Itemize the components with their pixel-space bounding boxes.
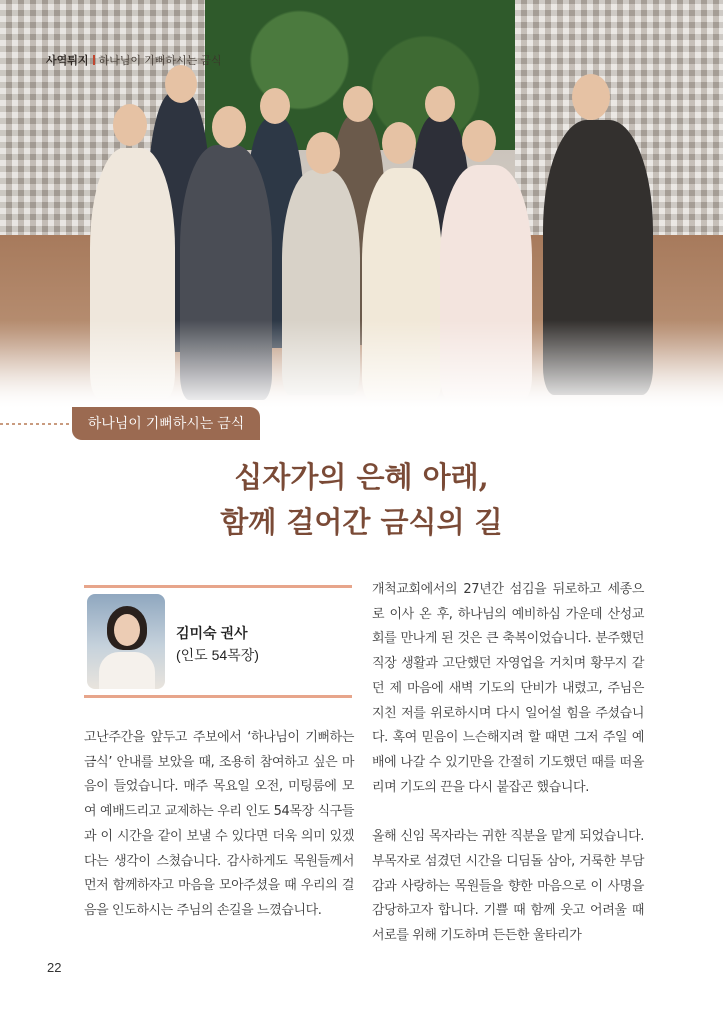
person-head — [382, 122, 416, 164]
photo-fade — [0, 320, 723, 410]
body-paragraph: 개척교회에서의 27년간 섬김을 뒤로하고 세종으로 이사 온 후, 하나님의 예비하심 가운데 산성교회를 만나게 된 것은 큰 축복이었습니다. 분주했던 직장 생활과 고단했던 자영업을 거치며 황무지 같던 제 마음에 새벽 기도의 단비가 내렸고, 주님은 지친 저를 위로하시며 다시 일어설 힘을 주셨습니다. 혹여 믿음이 느슨해지려 할 때면 그저 주일 예배에 나갈 수 있기만을 간절히 기도했던 때를 떠올리며 기도의 끈을 다시 붙잡곤 했습니다. — [372, 582, 644, 795]
person-head — [113, 104, 147, 146]
author-group: (인도 54목장) — [176, 647, 259, 663]
person-head — [212, 106, 246, 148]
article-title-line2: 함께 걸어간 금식의 길 — [220, 505, 503, 539]
person-head — [306, 132, 340, 174]
person-head — [343, 86, 373, 122]
body-column-left — [84, 726, 354, 924]
body-paragraph: 올해 신임 목자라는 귀한 직분을 맡게 되었습니다. 부목자로 섬겼던 시간을 디딤돌 삼아, 거룩한 부담감과 사랑하는 목원들을 향한 마음으로 이 사명을 감당하고자 합니다. 기쁠 때 함께 웃고 어려울 때 서로를 위해 기도하며 든든한 울타리가 — [372, 829, 644, 944]
author-rule-bottom — [84, 695, 352, 698]
person-head — [572, 74, 610, 120]
body-paragraph: 고난주간을 앞두고 주보에서 ‘하나님이 기뻐하는 금식’ 안내를 보았을 때, 조용히 참여하고 싶은 마음이 들었습니다. 매주 목요일 오전, 미팅룸에 모여 예배드리고 교제하는 우리 인도 54목장 식구들과 이 시간을 같이 보낼 수 있다면 더욱 의미 있겠다는 생각이 스쳤습니다. 감사하게도 목원들께서 먼저 함께하자고 마음을 모아주셨을 때 우리의 걸음을 인도하시는 주님의 손길을 느꼈습니다. — [84, 730, 354, 918]
author-photo-face — [114, 614, 140, 646]
author-photo-body — [99, 652, 155, 689]
article-title-line1: 십자가의 은혜 아래, — [234, 460, 489, 494]
person-head — [165, 65, 197, 103]
body-column-right — [372, 578, 644, 949]
person-head — [462, 120, 496, 162]
author-name: 김미숙 권사 — [176, 625, 248, 641]
person-head — [260, 88, 290, 124]
author-box — [84, 585, 352, 698]
running-head-divider — [93, 55, 95, 65]
running-head-section: 사역튀지 — [46, 55, 89, 67]
dotted-leader — [0, 423, 70, 425]
page-number: 22 — [47, 960, 62, 975]
article-title — [0, 455, 723, 545]
running-head-title: 하나님이 기뻐하시는 금식 — [98, 55, 222, 67]
author-rule-top — [84, 585, 352, 588]
section-tab: 하나님이 기뻐하시는 금식 — [72, 407, 260, 440]
author-photo — [87, 594, 165, 689]
running-head — [46, 52, 222, 68]
person-head — [425, 86, 455, 122]
